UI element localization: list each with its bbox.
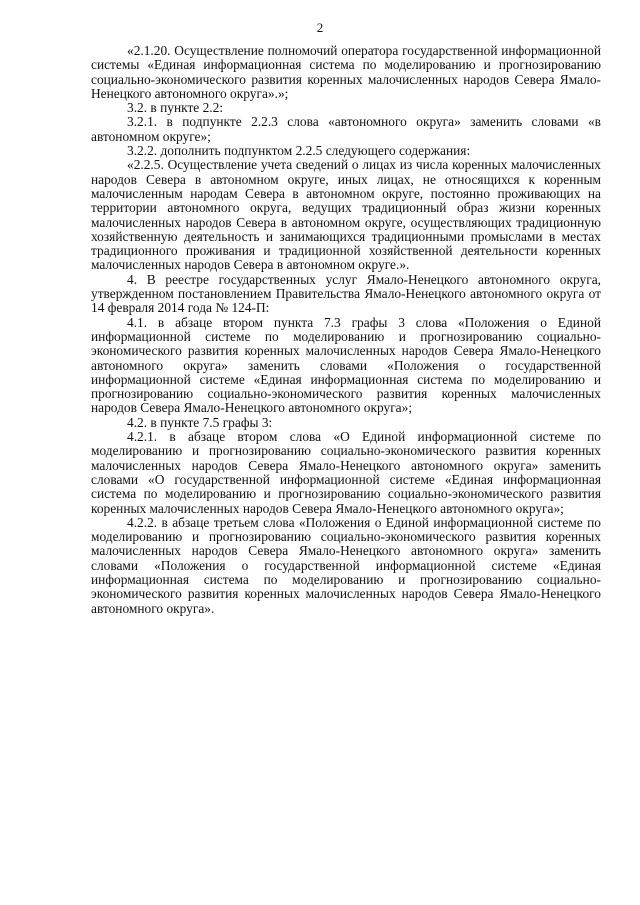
page-number: 2 — [316, 20, 324, 35]
paragraph-2-1-20: «2.1.20. Осуществление полномочий оператора государственной информационной системы «Единая информационная система по моделированию и прогнозированию социально-экономического развития коренных малочисленных народов Севера Ямало-Ненецкого автономного округа».»; — [91, 43, 601, 101]
paragraph-4-2: 4.2. в пункте 7.5 графы 3: — [127, 414, 273, 430]
paragraph-4-2-2: 4.2.2. в абзаце третьем слова «Положения о Единой информационной системе по моделированию и прогнозированию социально-экономического развития коренных малочисленных народов Севера Ямало-Ненецкого автономного округа» заменить словами «Положения о государственной информационной системе «Единая информационная система по моделированию и прогнозированию социально-экономического развития коренных малочисленных народов Севера Ямало-Ненецкого автономного округа». — [91, 514, 601, 616]
paragraph-3-2-2: 3.2.2. дополнить подпунктом 2.2.5 следующего содержания: — [127, 143, 471, 159]
paragraph-4: 4. В реестре государственных услуг Ямало-Ненецкого автономного округа, утвержденном постановлением Правительства Ямало-Ненецкого автономного округа от 14 февраля 2014 года № 124-П: — [91, 271, 601, 316]
paragraph-2-2-5: «2.2.5. Осуществление учета сведений о лицах из числа коренных малочисленных народов Севера в автономном округе, иных лицах, не относящихся к коренным малочисленным народам Севера в автономном округе, постоянно проживающих на территории автономного округа, ведущих традиционный образ жизни коренных малочисленных народов Севера в автономном округе, осуществляющих традиционную хозяйственную деятельность и занимающихся традиционными промыслами в местах традиционного проживания и традиционной хозяйственной деятельности коренных малочисленных народов Севера в автономном округе.». — [91, 157, 601, 273]
paragraph-3-2-1: 3.2.1. в подпункте 2.2.3 слова «автономного округа» заменить словами «в автономном округе»; — [91, 114, 601, 144]
document-body — [91, 44, 601, 616]
paragraph-3-2: 3.2. в пункте 2.2: — [127, 100, 224, 116]
paragraph-4-2-1: 4.2.1. в абзаце втором слова «О Единой информационной системе по моделированию и прогнозированию социально-экономического развития коренных малочисленных народов Севера Ямало-Ненецкого автономного округа» заменить словами «О государственной информационной системе «Единая информационная система по моделированию и прогнозированию социально-экономического развития коренных малочисленных народов Севера Ямало-Ненецкого автономного округа»; — [91, 429, 601, 516]
paragraph-4-1: 4.1. в абзаце втором пункта 7.3 графы 3 слова «Положения о Единой информационной системе по моделированию и прогнозированию социально-экономического развития коренных малочисленных народов Севера Ямало-Ненецкого автономного округа» заменить словами «Положения о государственной информационной системе «Единая информационная система по моделированию и прогнозированию социально-экономического развития коренных малочисленных народов Севера Ямало-Ненецкого автономного округа»; — [91, 314, 601, 416]
